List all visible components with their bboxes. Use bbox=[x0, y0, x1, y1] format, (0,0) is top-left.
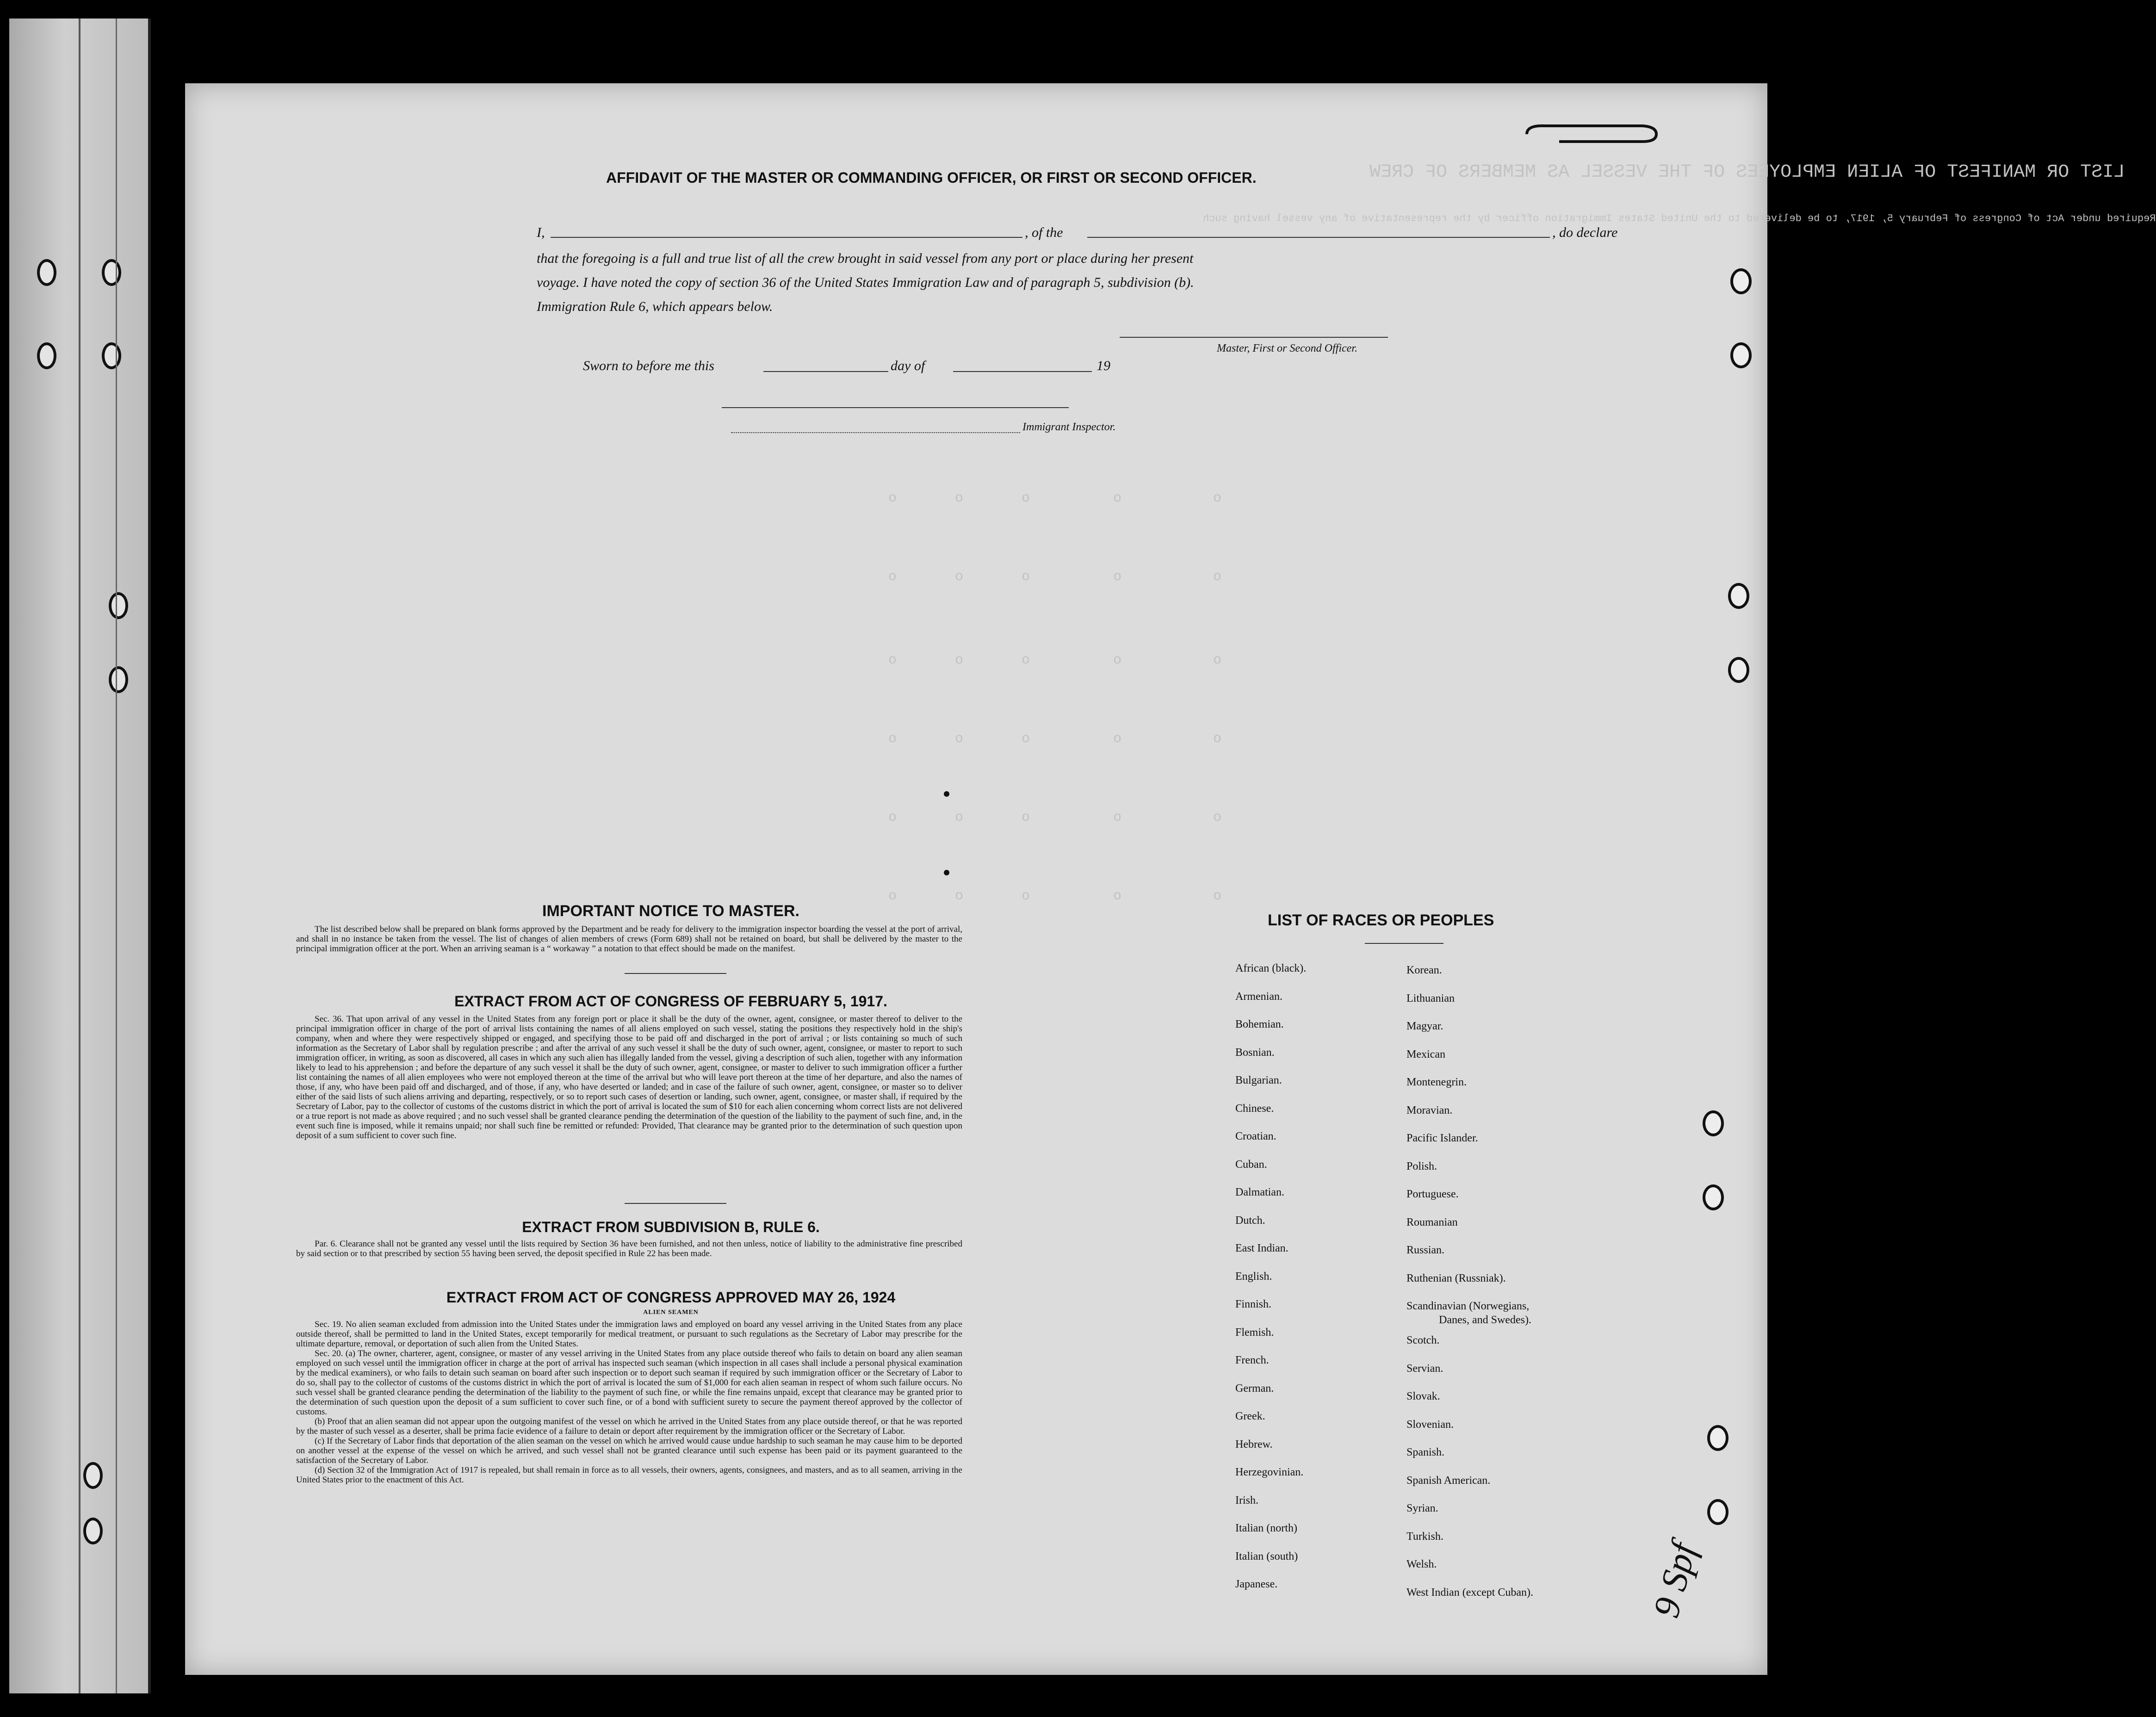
extract-1924-paragraph: Sec. 20. (a) The owner, charterer, agent, consignee, or master of any vessel arriving in the United States from any place outside thereof who fails to detain on board any alien seaman employed on such vessel until the immigration officer in charge at the port of arrival has inspected such seaman (which inspection in all cases shall include a personal physical examination by the medical examiners), or who fails to detain such seaman on board after such inspection or to deport such seaman if required by such immigration officer or the Secretary of Labor to do so, shall pay to the collector of customs of the customs district in which the port of arrival is located the sum of $1,000 for each alien seaman in respect of whom such failure occurs. No such vessel shall be granted clearance pending the determination of the liability to the payment of such fine, or while the fine remains unpaid, except that clearance may be granted prior to the determination of such question upon the deposit of a sum sufficient to cover such fine, or of a bond with sufficient surety to secure the payment thereof approved by the collector of customs. bbox=[296, 1349, 962, 1417]
name-blank bbox=[551, 237, 1022, 238]
extract-1924-body bbox=[296, 1320, 962, 1485]
punch-hole bbox=[83, 1462, 103, 1489]
strip-edge-line bbox=[79, 19, 81, 1693]
extract-1924-subtitle: ALIEN SEAMEN bbox=[643, 1309, 699, 1316]
race-item: Spanish. bbox=[1406, 1446, 1445, 1458]
punch-hole bbox=[1707, 1425, 1729, 1451]
race-item: English. bbox=[1235, 1270, 1272, 1283]
ink-dot bbox=[944, 870, 949, 875]
race-item: Mexican bbox=[1406, 1048, 1445, 1060]
affidavit-body-line: voyage. I have noted the copy of section 36 of the United States Immigration Law and of paragraph 5, subdivision (b). bbox=[537, 275, 1194, 290]
race-item: Herzegovinian. bbox=[1235, 1466, 1304, 1478]
divider-rule bbox=[722, 407, 1069, 408]
affidavit-i-label: I, bbox=[537, 225, 545, 240]
bleed-through-subheader: Required under Act of Congress of February 5, 1917, to be delivered to the United States Immigration officer by the representative of any vessel having such bbox=[1203, 213, 2156, 224]
races-title: LIST OF RACES OR PEOPLES bbox=[1268, 911, 1494, 929]
punch-hole bbox=[37, 342, 56, 369]
master-signature-line bbox=[1120, 337, 1388, 338]
race-item: Danes, and Swedes). bbox=[1439, 1314, 1531, 1326]
section-divider bbox=[625, 973, 726, 974]
race-item: Montenegrin. bbox=[1406, 1076, 1467, 1088]
race-item: Ruthenian (Russniak). bbox=[1406, 1272, 1506, 1284]
bleed-through-row: o o o o o bbox=[888, 652, 1222, 668]
extract-rule6-body: Par. 6. Clearance shall not be granted any vessel until the lists required by Section 36 have been furnished, and not then unless, notice of liability to the administrative fine prescribed by said section or to that prescribed by section 55 having been served, the deposit specified in Rule 22 has been made. bbox=[296, 1239, 962, 1258]
paper-clip-icon bbox=[1518, 120, 1666, 148]
bleed-through-row: o o o o o bbox=[888, 490, 1222, 506]
race-item: Hebrew. bbox=[1235, 1438, 1273, 1450]
race-item: Slovenian. bbox=[1406, 1418, 1454, 1431]
binding-strip bbox=[9, 19, 151, 1693]
punch-hole bbox=[102, 342, 121, 369]
race-item: Cuban. bbox=[1235, 1158, 1267, 1171]
race-item: Pacific Islander. bbox=[1406, 1132, 1478, 1144]
punch-hole bbox=[109, 592, 128, 619]
bleed-through-row: o o o o o bbox=[888, 569, 1222, 585]
race-item: Dutch. bbox=[1235, 1214, 1265, 1227]
bleed-through-row: o o o o o bbox=[888, 810, 1222, 825]
extract-1924-paragraph: Sec. 19. No alien seaman excluded from admission into the United States under the immigration laws and employed on board any vessel arriving in the United States from any place outside thereof, shall be permitted to land in the United States, except temporarily for medical treatment, or pursuant to such regulations as the Secretary of Labor may prescribe for the ultimate departure, removal, or deportation of such alien from the United States. bbox=[296, 1320, 962, 1349]
extract-1917-title: EXTRACT FROM ACT OF CONGRESS OF FEBRUARY 5, 1917. bbox=[454, 993, 887, 1010]
affidavit-body-line: that the foregoing is a full and true list of all the crew brought in said vessel from any port or place during her present bbox=[537, 251, 1194, 266]
sworn-label: Sworn to before me this bbox=[583, 358, 714, 373]
race-item: Magyar. bbox=[1406, 1020, 1444, 1032]
ink-dot bbox=[944, 791, 949, 797]
bleed-through-header: LIST OR MANIFEST OF ALIEN EMPLOYEES OF THE VESSEL AS MEMBERS OF CREW bbox=[1369, 162, 2125, 183]
races-right-column bbox=[1406, 964, 1533, 1614]
race-item: Finnish. bbox=[1235, 1298, 1272, 1310]
extract-1924-paragraph: (c) If the Secretary of Labor finds that deportation of the alien seaman on the vessel on which he arrived would cause undue hardship to such seaman he may cause him to be deported on another vessel at the expense of the vessel on which he arrived, and such vessel shall not be granted clearance until such expense has been paid or its payment guaranteed to the satisfaction of the Secretary of Labor. bbox=[296, 1436, 962, 1465]
extract-1924-paragraph: (d) Section 32 of the Immigration Act of 1917 is repealed, but shall remain in force as to all vessels, their owners, agents, consignees, and masters, and as to all seamen, arriving in the United States prior to the enactment of this Act. bbox=[296, 1465, 962, 1485]
race-item: West Indian (except Cuban). bbox=[1406, 1586, 1533, 1599]
handwritten-note: 9 Spf bbox=[1646, 1538, 1705, 1622]
affidavit-title: AFFIDAVIT OF THE MASTER OR COMMANDING OFFICER, OR FIRST OR SECOND OFFICER. bbox=[606, 169, 1257, 186]
extract-1924-paragraph: (b) Proof that an alien seaman did not appear upon the outgoing manifest of the vessel on which he arrived in the United States from any place outside thereof, or that he was reported by the master of such vessel as a deserter, shall be prima facie evidence of a failure to detain or deport after requirement by the immigration officer or the Secretary of Labor. bbox=[296, 1417, 962, 1436]
manifest-page bbox=[185, 83, 2156, 1675]
extract-1924-title: EXTRACT FROM ACT OF CONGRESS APPROVED MAY 26, 1924 bbox=[446, 1289, 896, 1306]
punch-hole bbox=[37, 259, 56, 286]
notice-body: The list described below shall be prepared on blank forms approved by the Department and be ready for delivery to the immigration inspector boarding the vessel at the port of arrival, and shall in no instance be taken from the vessel. The list of changes of alien members of crews (Form 689) shall not be retained on board, but shall be delivered by the master to the principal immigration officer at the port. When an arriving seaman is a “ workaway ” a notation to that effect should be made on the manifest. bbox=[296, 924, 962, 954]
punch-hole bbox=[109, 666, 128, 693]
race-item: Welsh. bbox=[1406, 1558, 1437, 1570]
race-item: Flemish. bbox=[1235, 1326, 1274, 1339]
race-item: Portuguese. bbox=[1406, 1188, 1459, 1200]
race-item: Chinese. bbox=[1235, 1102, 1274, 1115]
race-item: Greek. bbox=[1235, 1410, 1265, 1422]
race-item: Bulgarian. bbox=[1235, 1074, 1282, 1086]
race-item: African (black). bbox=[1235, 962, 1307, 974]
race-item: Bohemian. bbox=[1235, 1018, 1284, 1030]
punch-hole bbox=[1728, 657, 1749, 683]
bleed-through-row: o o o o o bbox=[888, 731, 1222, 747]
race-item: Croatian. bbox=[1235, 1130, 1276, 1142]
race-item: Russian. bbox=[1406, 1244, 1445, 1256]
extract-1917-body: Sec. 36. That upon arrival of any vessel in the United States from any foreign port or place it shall be the duty of the owner, agent, consignee, or master thereof to deliver to the principal immigration officer in charge of the port of arrival lists containing the names of all aliens employed on such vessel, stating the positions they respectively hold in the ship's company, when and where they were respectively shipped or engaged, and specifying those to be paid off and discharged in the port of arrival ; or lists containing so much of such information as the Secretary of Labor shall by regulation prescribe ; and after the arrival of any such vessel it shall be the duty of such owner, agent, consignee, or master to report to such immigration officer, in writing, as soon as discovered, all cases in which any such alien has illegally landed from the vessel, giving a description of such alien, together with any information likely to lead to his apprehension ; and before the departure of any such vessel it shall be the duty of such owner, agent, consignee, or master to deliver to such immigration officer a further list containing the names of all alien employees who were not employed thereon at the time of the arrival but who will leave port thereon at the time of her departure, and also the names of those, if any, who have been paid off and discharged, and of those, if any, who have deserted or landed; and in case of the failure of such owner, agent, consignee, or master so to deliver either of the said lists of such aliens arriving and departing, respectively, or so to report such cases of desertion or landing, such owner, agent, consignee, or master shall, if required by the Secretary of Labor, pay to the collector of customs of the customs district in which the port of arrival is located the sum of $10 for each alien concerning whom correct lists are not delivered or a true report is not made as above required ; and no such vessel shall be granted clearance pending the determination of the question of the liability to the payment of such fine, and, in the event such fine is imposed, while it remains unpaid; nor shall such fine be remitted or refunded: Provided, That clearance may be granted prior to the determination of such question upon deposit of a sum sufficient to cover such fine. bbox=[296, 1014, 962, 1141]
punch-hole bbox=[1730, 342, 1752, 368]
section-divider bbox=[625, 1203, 726, 1204]
day-of-label: day of bbox=[891, 358, 925, 373]
races-title-rule bbox=[1365, 943, 1444, 944]
extract-rule6-title: EXTRACT FROM SUBDIVISION B, RULE 6. bbox=[522, 1219, 820, 1235]
punch-hole bbox=[1728, 583, 1749, 609]
punch-hole bbox=[102, 259, 121, 286]
race-item: Irish. bbox=[1235, 1494, 1258, 1506]
inspector-signature-line bbox=[731, 432, 1020, 433]
race-item: Turkish. bbox=[1406, 1530, 1444, 1543]
race-item: Polish. bbox=[1406, 1160, 1437, 1172]
race-item: French. bbox=[1235, 1354, 1269, 1366]
race-item: Moravian. bbox=[1406, 1104, 1453, 1116]
races-left-column bbox=[1235, 962, 1306, 1606]
race-item: Slovak. bbox=[1406, 1390, 1440, 1402]
race-item: Syrian. bbox=[1406, 1502, 1438, 1514]
race-item: Servian. bbox=[1406, 1362, 1444, 1375]
affidavit-body-line: Immigration Rule 6, which appears below. bbox=[537, 299, 773, 314]
race-item: Roumanian bbox=[1406, 1216, 1458, 1228]
year-prefix: 19 bbox=[1097, 358, 1110, 373]
race-item: Dalmatian. bbox=[1235, 1186, 1284, 1198]
notice-title: IMPORTANT NOTICE TO MASTER. bbox=[542, 902, 799, 920]
punch-hole bbox=[1707, 1499, 1729, 1525]
affidavit-declare-label: , do declare bbox=[1552, 225, 1618, 240]
race-item: Lithuanian bbox=[1406, 992, 1455, 1004]
race-item: Japanese. bbox=[1235, 1578, 1278, 1590]
month-blank bbox=[953, 371, 1092, 372]
master-label: Master, First or Second Officer. bbox=[1217, 342, 1357, 354]
sworn-date-blank bbox=[763, 371, 888, 372]
bleed-through-row: o o o o o bbox=[888, 888, 1222, 904]
race-item: Italian (north) bbox=[1235, 1522, 1297, 1534]
race-item: Scandinavian (Norwegians, bbox=[1406, 1300, 1530, 1312]
punch-hole bbox=[1730, 268, 1752, 294]
vessel-blank bbox=[1087, 237, 1550, 238]
race-item: German. bbox=[1235, 1382, 1274, 1395]
punch-hole bbox=[1703, 1184, 1724, 1210]
punch-hole bbox=[1703, 1110, 1724, 1136]
race-item: Italian (south) bbox=[1235, 1550, 1298, 1562]
strip-edge-line bbox=[116, 19, 117, 1693]
race-item: Armenian. bbox=[1235, 990, 1282, 1003]
punch-hole bbox=[83, 1518, 103, 1544]
race-item: Scotch. bbox=[1406, 1334, 1440, 1346]
race-item: Spanish American. bbox=[1406, 1474, 1491, 1487]
race-item: East Indian. bbox=[1235, 1242, 1289, 1254]
inspector-label: Immigrant Inspector. bbox=[1022, 421, 1116, 433]
affidavit-of-the-label: , of the bbox=[1025, 225, 1063, 240]
race-item: Bosnian. bbox=[1235, 1046, 1275, 1059]
race-item: Korean. bbox=[1406, 964, 1442, 976]
